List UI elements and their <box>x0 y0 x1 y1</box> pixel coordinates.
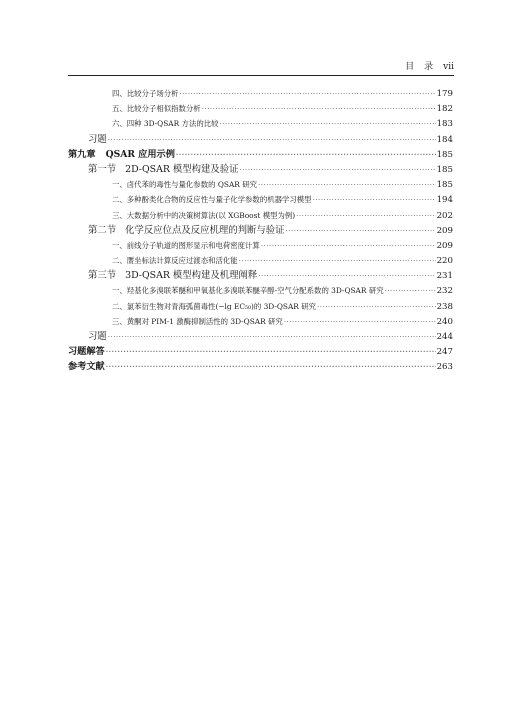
header-rule <box>68 75 454 76</box>
toc-entry-label: QSAR 应用示例 <box>105 148 175 160</box>
toc-entry-label: 习题 <box>88 133 107 145</box>
dot-leader <box>108 133 436 148</box>
table-of-contents <box>68 86 453 375</box>
toc-entry-page: 194 <box>436 195 453 206</box>
toc-entry-page: 244 <box>436 332 453 342</box>
toc-entry-label: 参考文献 <box>68 361 105 373</box>
toc-entry-label: 四、比较分子场分析 <box>112 89 179 98</box>
dot-leader <box>258 178 436 193</box>
toc-entry-page: 185 <box>436 164 453 175</box>
toc-entry[interactable] <box>68 192 453 207</box>
toc-entry[interactable] <box>68 101 453 116</box>
toc-entry[interactable] <box>68 314 453 329</box>
dot-leader <box>180 87 436 102</box>
toc-entry-page: 247 <box>436 347 453 358</box>
dot-leader <box>258 269 435 284</box>
toc-entry-label: 3D-QSAR 模型构建及机理阐释 <box>125 270 258 282</box>
dot-leader <box>286 224 436 239</box>
toc-entry-page: 202 <box>436 210 453 221</box>
dot-leader <box>240 163 436 178</box>
section-number: 第三节 <box>88 270 117 282</box>
toc-entry-page: 209 <box>436 225 453 236</box>
toc-entry[interactable] <box>68 283 453 298</box>
dot-leader <box>296 209 435 224</box>
dot-leader <box>261 239 436 254</box>
toc-entry-page: 263 <box>436 362 453 373</box>
toc-entry[interactable] <box>68 253 453 268</box>
toc-entry[interactable] <box>68 86 453 101</box>
toc-entry-page: 238 <box>436 301 453 312</box>
toc-chapter-entry[interactable] <box>68 359 453 374</box>
running-header <box>68 60 454 74</box>
toc-entry-label: 二、氯苯衍生物对青海弧菌毒性(−lg EC₅₀)的 3D-QSAR 研究 <box>112 301 317 311</box>
toc-chapter-entry[interactable] <box>68 344 453 359</box>
dot-leader <box>176 147 436 162</box>
toc-entry-label: 一、前线分子轨道的图形显示和电荷密度计算 <box>112 240 260 250</box>
chapter-number: 第九章 <box>68 148 96 160</box>
toc-entry-label: 一、卤代苯的毒性与量化参数的 QSAR 研究 <box>112 180 257 190</box>
toc-exercise-entry[interactable] <box>68 132 453 147</box>
dot-leader <box>220 117 436 132</box>
toc-entry-page: 184 <box>436 134 453 145</box>
toc-section-entry[interactable] <box>68 223 453 238</box>
toc-section-entry[interactable] <box>68 268 453 283</box>
toc-entry-page: 182 <box>436 104 453 115</box>
toc-entry-page: 240 <box>436 316 453 327</box>
section-number: 第二节 <box>88 224 117 236</box>
toc-entry-page: 185 <box>436 149 453 160</box>
dot-leader <box>313 193 436 208</box>
page-numeral: vii <box>443 62 454 72</box>
toc-entry-label: 六、四种 3D-QSAR 方法的比较 <box>112 119 219 129</box>
toc-entry-label: 五、比较分子相似指数分析 <box>112 104 201 114</box>
dot-leader <box>284 315 436 330</box>
dot-leader <box>239 254 436 269</box>
toc-entry-label: 二、多种酚类化合物的反应性与量子化学参数的机器学习模型 <box>112 195 312 205</box>
dot-leader <box>385 284 436 299</box>
toc-entry[interactable] <box>68 177 453 192</box>
toc-entry-page: 179 <box>436 89 453 99</box>
running-header-title-1: 目 <box>405 62 415 72</box>
toc-entry-label: 三、黄酮对 PIM-1 激酶抑制活性的 3D-QSAR 研究 <box>112 316 283 326</box>
toc-entry-label: 2D-QSAR 模型构建及验证 <box>125 163 239 175</box>
toc-section-entry[interactable] <box>68 162 453 177</box>
toc-entry-page: 185 <box>436 180 453 191</box>
toc-entry[interactable] <box>68 116 453 131</box>
toc-entry-label: 习题 <box>88 331 107 342</box>
dot-leader <box>202 102 436 117</box>
toc-entry-page: 220 <box>436 256 453 267</box>
toc-entry-page: 183 <box>436 119 453 130</box>
dot-leader <box>106 359 436 374</box>
toc-entry-page: 231 <box>436 271 453 282</box>
toc-entry-label: 化学反应位点及反应机理的判断与验证 <box>125 224 285 236</box>
dot-leader <box>106 344 436 359</box>
toc-entry[interactable] <box>68 238 453 253</box>
toc-entry-page: 209 <box>436 240 453 251</box>
section-number: 第一节 <box>88 163 117 175</box>
toc-entry-label: 习题解答 <box>68 346 105 358</box>
toc-chapter-entry[interactable] <box>68 147 453 162</box>
toc-entry-page: 232 <box>436 286 453 297</box>
toc-entry[interactable] <box>68 299 453 314</box>
toc-exercise-entry[interactable] <box>68 329 453 344</box>
toc-entry-label: 二、赝坐标法计算反应过渡态和活化能 <box>112 256 238 266</box>
dot-leader <box>108 330 436 345</box>
toc-entry-label: 一、羟基化多溴联苯醚和甲氧基化多溴联苯醚辛醇-空气分配系数的 3D-QSAR 研究 <box>112 286 384 296</box>
toc-entry[interactable] <box>68 208 453 223</box>
running-header-title-2: 录 <box>424 62 434 72</box>
dot-leader <box>317 300 436 315</box>
toc-entry-label: 三、大数据分析中的决策树算法(以 XGBoost 模型为例) <box>112 210 296 220</box>
